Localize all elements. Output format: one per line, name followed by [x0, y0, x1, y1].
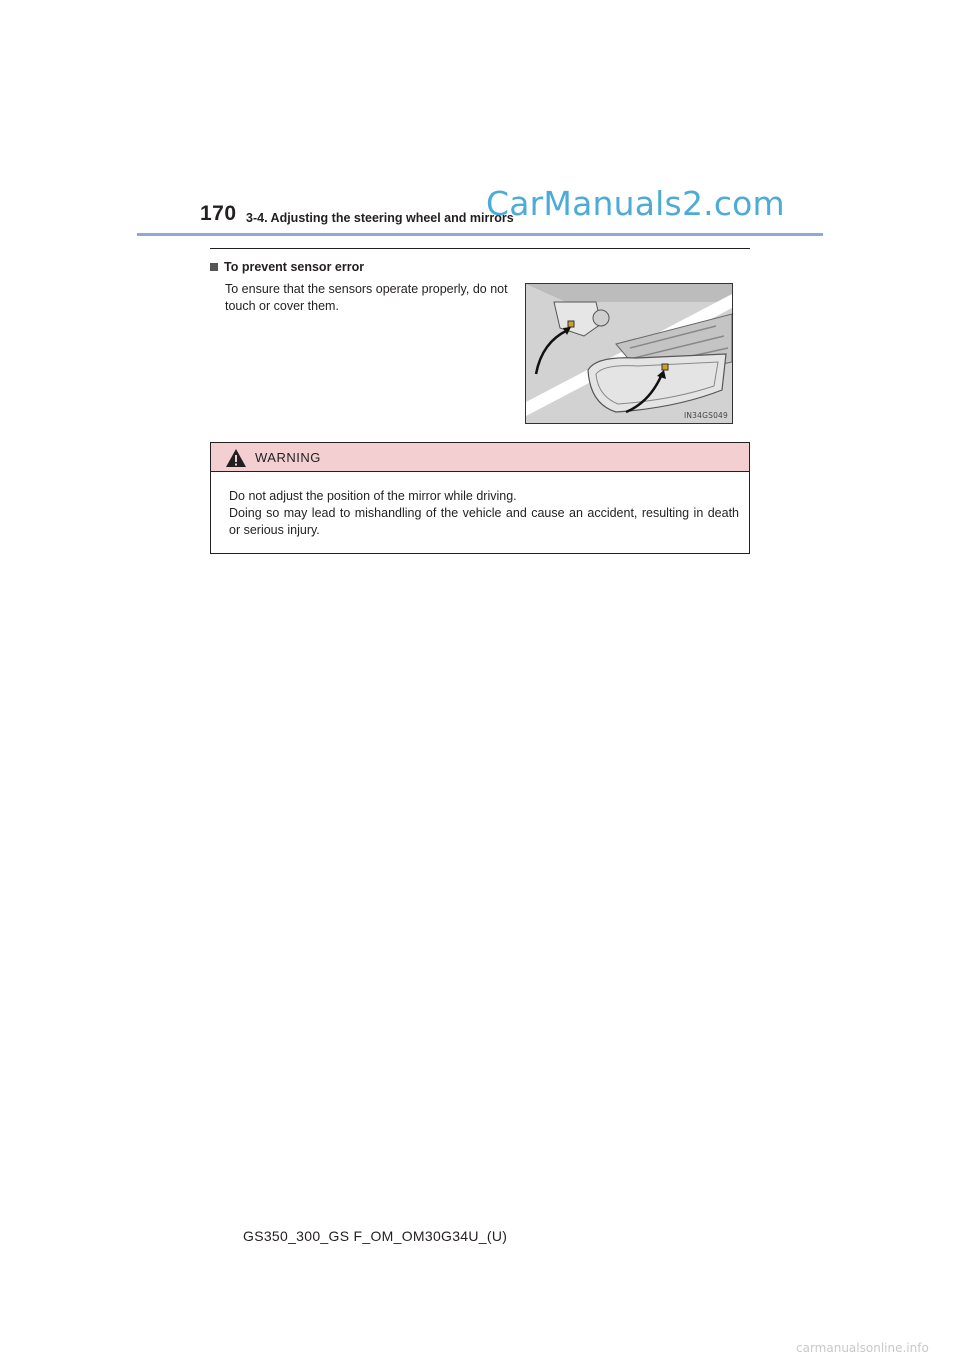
mirror-sensor-drawing — [526, 284, 732, 423]
warning-line-1: Do not adjust the position of the mirror while driving. — [229, 489, 517, 503]
sensor-illustration — [525, 283, 733, 424]
page-number: 170 — [200, 202, 237, 225]
warning-header — [211, 443, 749, 472]
warning-label: WARNING — [255, 450, 321, 465]
header-rule — [137, 233, 823, 236]
figure-code: IN34GS049 — [683, 411, 728, 420]
warning-box — [210, 442, 750, 554]
warning-text — [229, 488, 739, 539]
section-divider — [210, 248, 750, 249]
footer-code: GS350_300_GS F_OM_OM30G34U_(U) — [243, 1228, 508, 1244]
subheading — [210, 260, 364, 274]
section-title: 3-4. Adjusting the steering wheel and mirrors — [246, 211, 514, 225]
watermark-logo[interactable]: CarManuals2.com — [486, 184, 785, 223]
body-text: To ensure that the sensors operate properly, do not touch or cover them. — [225, 282, 508, 313]
warning-triangle-icon — [225, 448, 247, 468]
warning-line-2: Doing so may lead to mishandling of the vehicle and cause an accident, resulting in death or serious injury. — [229, 506, 739, 537]
footer-watermark[interactable]: carmanualsonline.info — [796, 1341, 929, 1355]
subheading-text: To prevent sensor error — [224, 260, 365, 274]
square-bullet-icon — [210, 263, 218, 271]
